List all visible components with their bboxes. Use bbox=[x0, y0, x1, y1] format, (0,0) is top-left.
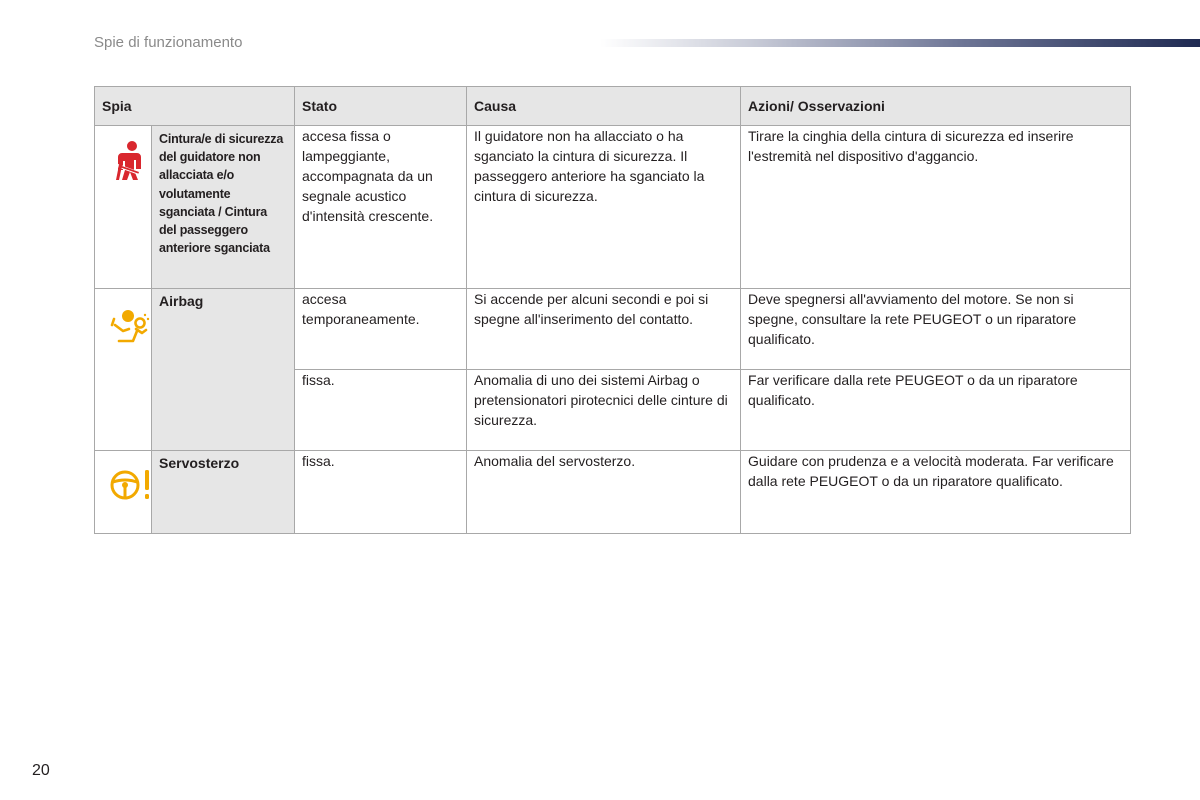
causa-cell: Si accende per alcuni secondi e poi si spegne all'inserimento del contatto. bbox=[467, 289, 741, 370]
stato-cell: fissa. bbox=[295, 451, 467, 534]
column-header-stato: Stato bbox=[295, 87, 467, 126]
seatbelt-icon bbox=[102, 126, 158, 182]
warning-name: Airbag bbox=[152, 289, 295, 451]
azioni-cell: Far verificare dalla rete PEUGEOT o da un riparatore qualificato. bbox=[741, 370, 1131, 451]
column-header-spia: Spia bbox=[95, 87, 295, 126]
table-row bbox=[95, 126, 1131, 289]
stato-cell: fissa. bbox=[295, 370, 467, 451]
warning-name: Servosterzo bbox=[152, 451, 295, 534]
warning-lights-table bbox=[94, 86, 1131, 534]
column-header-causa: Causa bbox=[467, 87, 741, 126]
section-title: Spie di funzionamento bbox=[94, 34, 243, 51]
icon-cell bbox=[95, 126, 152, 289]
header-gradient-bar bbox=[600, 39, 1200, 47]
causa-cell: Anomalia del servosterzo. bbox=[467, 451, 741, 534]
causa-cell: Anomalia di uno dei sistemi Airbag o pretensionatori pirotecnici delle cinture di sicurezza. bbox=[467, 370, 741, 451]
table-row bbox=[95, 289, 1131, 370]
icon-cell bbox=[95, 451, 152, 534]
table-header-row bbox=[95, 87, 1131, 126]
icon-cell bbox=[95, 289, 152, 451]
azioni-cell: Guidare con prudenza e a velocità moderata. Far verificare dalla rete PEUGEOT o da un riparatore qualificato. bbox=[741, 451, 1131, 534]
page-number: 20 bbox=[32, 762, 50, 779]
column-header-azioni: Azioni/ Osservazioni bbox=[741, 87, 1131, 126]
power-steering-icon bbox=[102, 451, 158, 503]
airbag-icon bbox=[102, 289, 158, 347]
azioni-cell: Tirare la cinghia della cintura di sicurezza ed inserire l'estremità nel dispositivo d'aggancio. bbox=[741, 126, 1131, 289]
causa-cell: Il guidatore non ha allacciato o ha sganciato la cintura di sicurezza. Il passeggero anteriore ha sganciato la cintura di sicurezza. bbox=[467, 126, 741, 289]
warning-name: Cintura/e di sicurezza del guidatore non allacciata e/o volutamente sganciata / Cintura del passeggero anteriore sganciata bbox=[152, 126, 295, 289]
stato-cell: accesa fissa o lampeggiante, accompagnata da un segnale acustico d'intensità crescente. bbox=[295, 126, 467, 289]
stato-cell: accesa temporaneamente. bbox=[295, 289, 467, 370]
azioni-cell: Deve spegnersi all'avviamento del motore. Se non si spegne, consultare la rete PEUGEOT o un riparatore qualificato. bbox=[741, 289, 1131, 370]
table-row bbox=[95, 451, 1131, 534]
